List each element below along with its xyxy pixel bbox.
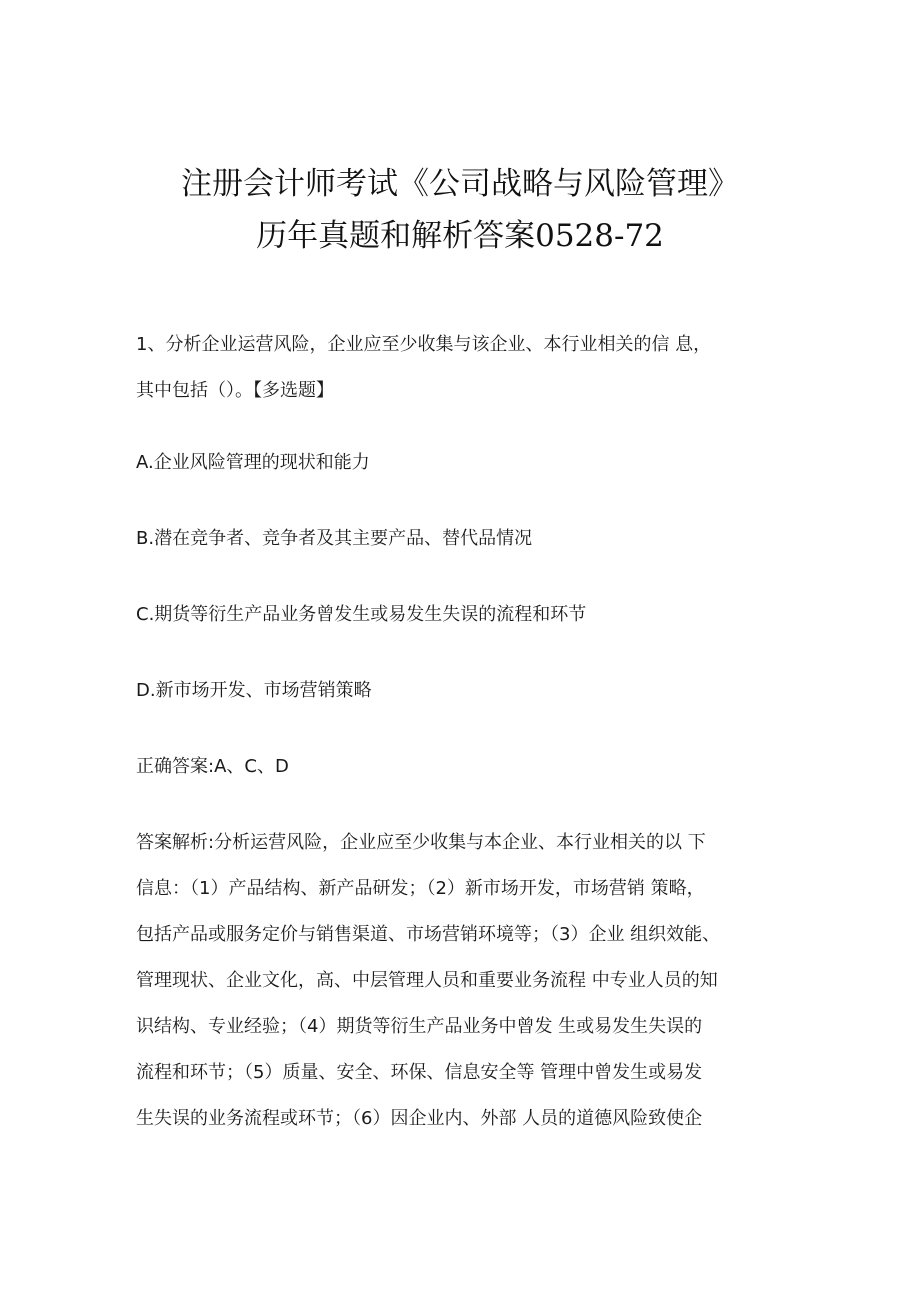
- spacer: [136, 414, 786, 440]
- correct-answer: 正确答案:A、C、D: [136, 756, 289, 777]
- option-d: D.新市场开发、市场营销策略: [136, 680, 372, 701]
- spacer: [136, 562, 786, 592]
- explanation-line: 流程和环节；（5）质量、安全、环保、信息安全等 管理中曾发生或易发: [136, 1062, 703, 1083]
- explanation-line: 管理现状、企业文化，高、中层管理人员和重要业务流程 中专业人员的知: [136, 970, 718, 991]
- option-a: A.企业风险管理的现状和能力: [136, 452, 370, 473]
- explanation-line: 生失误的业务流程或环节；（6）因企业内、外部 人员的道德风险致使企: [136, 1108, 703, 1129]
- question-stem-line-1: 1、分析企业运营风险，企业应至少收集与该企业、本行业相关的信 息，: [136, 334, 712, 355]
- spacer: [136, 486, 786, 516]
- spacer: [136, 790, 786, 820]
- explanation-line: 答案解析:分析运营风险，企业应至少收集与本企业、本行业相关的以 下: [136, 832, 706, 853]
- explanation: [136, 820, 786, 1142]
- title-line-1: 注册会计师考试《公司战略与风险管理》: [181, 166, 739, 202]
- question-stem-line-2: 其中包括（）。【多选题】: [136, 380, 334, 401]
- question-block: [136, 322, 786, 1142]
- explanation-line: 包括产品或服务定价与销售渠道、市场营销环境等；（3）企业 组织效能、: [136, 924, 721, 945]
- spacer: [136, 714, 786, 744]
- option-c: C.期货等衍生产品业务曾发生或易发生失误的流程和环节: [136, 604, 587, 625]
- explanation-line: 识结构、专业经验；（4）期货等衍生产品业务中曾发 生或易发生失误的: [136, 1016, 703, 1037]
- title-line-2: 历年真题和解析答案0528-72: [256, 218, 664, 254]
- spacer: [136, 638, 786, 668]
- explanation-line: 信息：（1）产品结构、新产品研发；（2）新市场开发，市场营销 策略，: [136, 878, 705, 899]
- document-title: [0, 158, 920, 262]
- option-b: B.潜在竞争者、竞争者及其主要产品、替代品情况: [136, 528, 533, 549]
